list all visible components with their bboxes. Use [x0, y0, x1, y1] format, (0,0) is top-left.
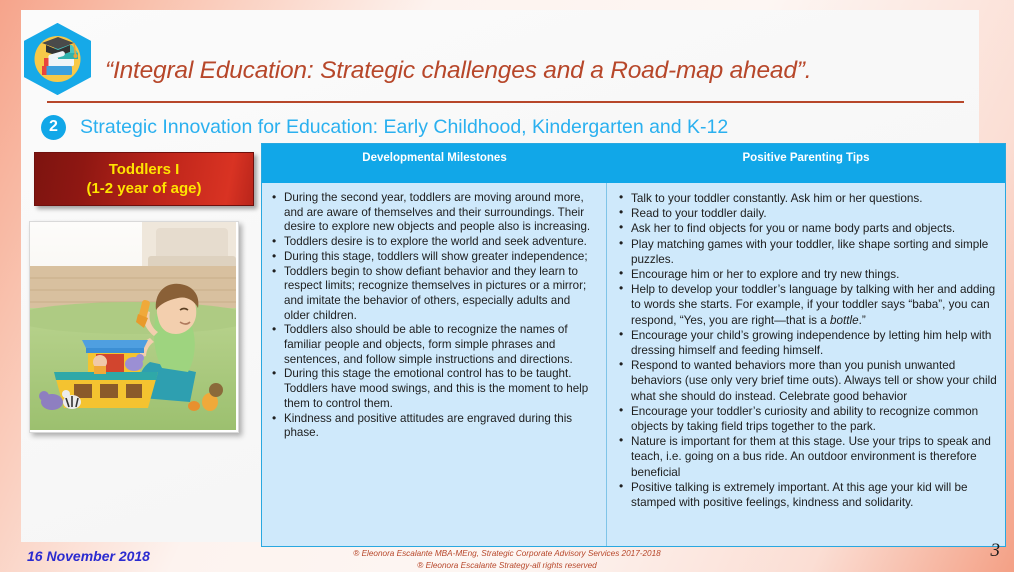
list-item: • Kindness and positive attitudes are engraved during this phase.	[270, 412, 599, 441]
list-item: • Respond to wanted behaviors more than you punish unwanted behaviors (use only very brief time outs). Always tell or show your child what she should do instead. Celebrate good behavior	[617, 358, 997, 404]
table-body	[262, 183, 1005, 546]
list-item: • Encourage your child’s growing independence by letting him help with dressing himself and feeding himself.	[617, 328, 997, 358]
stage-label-line2: (1-2 year of age)	[86, 180, 202, 197]
list-item: • Toddlers begin to show defiant behavior and they learn to respect limits; recognize themselves in pictures or a mirror; and imitate the behavior of others, especially adults and older children.	[270, 265, 599, 324]
list-item: • During this stage, toddlers will show greater independence;	[270, 250, 599, 265]
table-header-row	[262, 144, 1005, 171]
stage-label-line1: Toddlers I	[108, 161, 180, 178]
list-item: • Positive talking is extremely important. At this age your kid will be stamped with positive feelings, kindness and solidarity.	[617, 480, 997, 510]
list-item: • Toddlers also should be able to recognize the names of familiar people and objects, form simple phrases and sentences, and follow simple instructions and directions.	[270, 323, 599, 367]
list-item: • Help to develop your toddler’s language by talking with her and adding to words she starts. For example, if your toddler says “baba”, you can respond, “Yes, you are right—that is a bottle.”	[617, 282, 997, 328]
content-table	[261, 143, 1006, 547]
stage-label-box	[34, 152, 254, 206]
tips-list	[617, 191, 997, 510]
footer-copyright-line1: ® Eleonora Escalante MBA-MEng, Strategic Corporate Advisory Services 2017-2018	[353, 549, 661, 558]
table-header-spacer	[262, 171, 1005, 183]
toddler-photo	[29, 221, 239, 433]
title-divider	[47, 101, 964, 103]
column-header-tips: Positive Parenting Tips	[742, 151, 870, 164]
list-item: • Toddlers desire is to explore the world and seek adventure.	[270, 235, 599, 250]
list-item: • Read to your toddler daily.	[617, 206, 997, 221]
milestones-list	[270, 191, 599, 441]
section-title: Strategic Innovation for Education: Early Childhood, Kindergarten and K-12	[80, 115, 729, 138]
section-number-badge: 2	[41, 115, 66, 140]
page-title: “Integral Education: Strategic challenges and a Road-map ahead”.	[105, 57, 812, 84]
milestones-cell	[262, 183, 607, 546]
list-item: • Encourage him or her to explore and try new things.	[617, 267, 997, 282]
slide-number: 3	[990, 540, 1000, 561]
footer-copyright	[0, 548, 1014, 571]
list-item: • Encourage your toddler’s curiosity and ability to recognize common objects by taking field trips together to the park.	[617, 404, 997, 434]
list-item: • Play matching games with your toddler, like shape sorting and simple puzzles.	[617, 237, 997, 267]
list-item: • Nature is important for them at this stage. Use your trips to speak and teach, i.e. going on a bus ride. An outdoor environment is therefore beneficial	[617, 434, 997, 480]
footer-copyright-line2: ® Eleonora Escalante Strategy-all rights reserved	[417, 560, 597, 570]
list-item: • During the second year, toddlers are moving around more, and are aware of themselves and their surroundings. Their desire to explore new objects and people also is increasing.	[270, 191, 599, 235]
list-item: • During this stage the emotional control has to be taught. Toddlers have mood swings, and this is the moment to help them to control them.	[270, 367, 599, 411]
education-badge-logo	[22, 23, 93, 95]
footer-date: 16 November 2018	[27, 548, 150, 564]
column-header-milestones: Developmental Milestones	[362, 151, 507, 164]
list-item: • Ask her to find objects for you or name body parts and objects.	[617, 221, 997, 236]
section-heading	[41, 112, 728, 142]
tips-cell	[607, 183, 1005, 546]
list-item: • Talk to your toddler constantly. Ask him or her questions.	[617, 191, 997, 206]
